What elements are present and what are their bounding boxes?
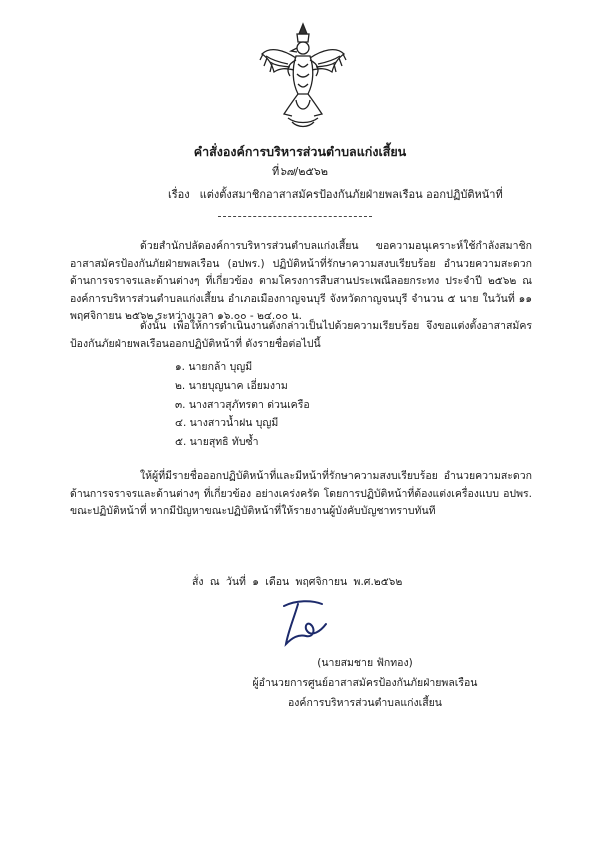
paragraph-2-text: ดังนั้น เพื่อให้การดำเนินงานดังกล่าวเป็นไปด้วยความเรียบร้อย จึงขอแต่งตั้งอาสาสมัครป้องกันภัยฝ่ายพลเรือนออกปฏิบัติหน้าที่ ดังรายชื่อต่อไปนี้ (70, 320, 532, 350)
body-paragraph-1 (70, 238, 532, 326)
volunteer-list (175, 358, 310, 452)
subject-label: เรื่อง (168, 188, 190, 201)
order-number (0, 162, 600, 180)
order-title: คำสั่งองค์การบริหารส่วนตำบลแก่งเสี้ยน (193, 144, 407, 159)
list-item: ๑. นายกล้า บุญมี (175, 361, 253, 373)
signer-position-1: ผู้อำนวยการศูนย์อาสาสมัครป้องกันภัยฝ่ายพลเรือน (252, 677, 478, 689)
body-paragraph-3 (70, 468, 532, 521)
order-number-prefix: ที่ (271, 165, 280, 178)
paragraph-3-text: ให้ผู้ที่มีรายชื่อออกปฏิบัติหน้าที่และมีหน้าที่รักษาความสงบเรียบร้อย อำนวยความสะดวกด้านการจราจรและด้านต่างๆ ที่เกี่ยวข้อง อย่างเคร่งครัด โดยการปฏิบัติหน้าที่ต้องแต่งเครื่องแบบ อปพร. ขณะปฏิบัติหน้าที่ หากมีปัญหาขณะปฏิบัติหน้าที่ให้รายงานผู้บังคับบัญชาทราบทันที (70, 470, 532, 517)
signer-position-2: องค์การบริหารส่วนตำบลแก่งเสี้ยน (288, 697, 442, 709)
paragraph-1-text: ด้วยสำนักปลัดองค์การบริหารส่วนตำบลแก่งเสี้ยน ขอความอนุเคราะห์ใช้กำลังสมาชิกอาสาสมัครป้องกันภัยฝ่ายพลเรือน (อปพร.) ปฏิบัติหน้าที่รักษาความสงบเรียบร้อย อำนวยความสะดวกด้านการจราจรและด้านต่างๆ ที่เกี่ยวข้อง ตามโครงการสืบสานประเพณีลอยกระทง ประจำปี ๒๕๖๒ ณ องค์การบริหารส่วนตำบลแก่งเสี้ยน อำเภอเมืองกาญจนบุรี จังหวัดกาญจนบุรี จำนวน ๕ นาย ในวันที่ ๑๑ พฤศจิกายน ๒๕๖๒ ระหว่างเวลา ๑๖.๐๐ - ๒๔.๐๐ น. (70, 240, 532, 322)
order-number-suffix: /๒๕๖๒ (294, 165, 329, 178)
order-subject (168, 185, 503, 203)
signer-name: (นายสมชาย ฟักทอง) (317, 657, 413, 669)
ordered-date-line: สั่ง ณ วันที่ ๑ เดือน พฤศจิกายน พ.ศ.๒๕๖๒ (192, 576, 403, 588)
order-number-handwritten: ๖๗ (279, 165, 295, 178)
list-item: ๕. นายสุทธิ ทับซ้ำ (175, 436, 259, 449)
garuda-emblem-icon (258, 20, 348, 130)
handwritten-signature-icon (276, 598, 336, 653)
list-item: ๓. นางสาวสุภัทรตา ด่วนเครือ (175, 398, 310, 411)
body-paragraph-2 (70, 318, 532, 353)
separator-line (218, 216, 372, 217)
subject-text: แต่งตั้งสมาชิกอาสาสมัครป้องกันภัยฝ่ายพลเรือน ออกปฏิบัติหน้าที่ (199, 188, 503, 201)
list-item: ๒. นายบุญนาค เอี่ยมงาม (175, 379, 288, 392)
list-item: ๔. นางสาวน้ำฝน บุญมี (175, 417, 279, 430)
